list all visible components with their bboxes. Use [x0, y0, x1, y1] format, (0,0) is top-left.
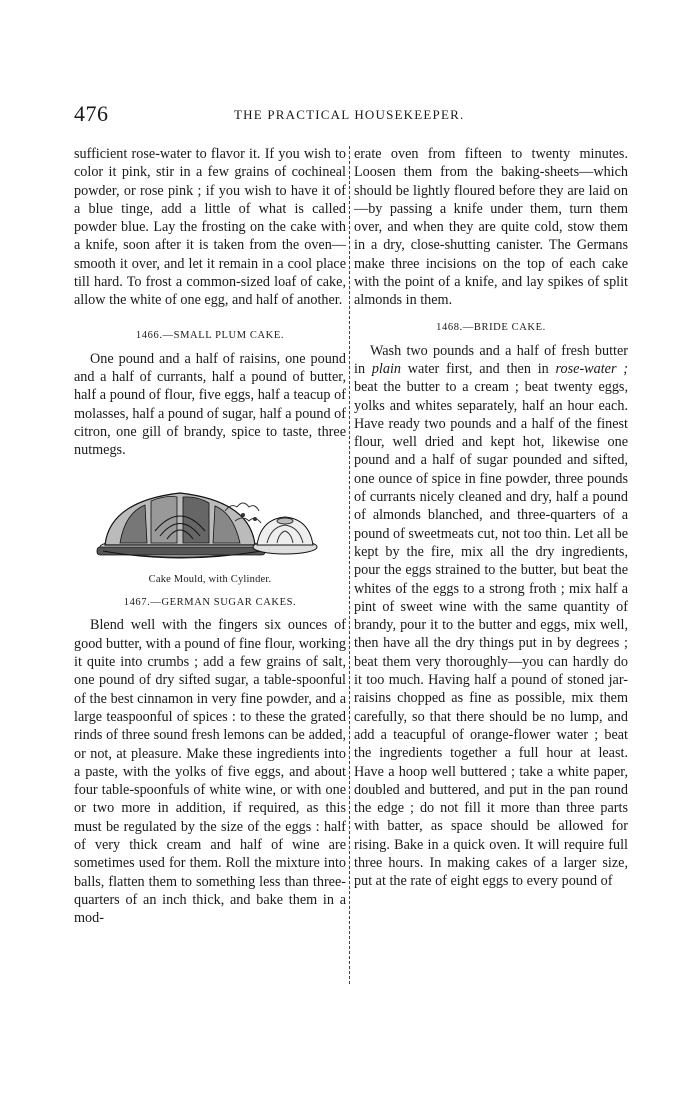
recipe-heading-1466: 1466.—SMALL PLUM CAKE. [135, 329, 285, 341]
frosting-continuation: sufficient rose-water to flavor it. If you wish to color it pink, stir in a few grains of cochineal powder, or rose pink ; if you wish to have it of a blue tinge, add a little of what is called powder blue. Lay the frosting on the cake with a knife, soon after it is taken from the oven—smooth it over, and let it remain in a cool place till hard. To frost a common-sized loaf of cake, allow the white of one egg, and half of another. [74, 146, 346, 309]
page-number: 476 [74, 101, 109, 126]
figure-caption: Cake Mould, with Cylinder. [148, 574, 272, 586]
cake-mould-engraving [85, 481, 335, 569]
recipe-text-segment: Wash two pounds and a half of fresh butter in [354, 342, 628, 377]
cake-mould-illustration [74, 481, 346, 569]
recipe-heading-1467: 1467.—GERMAN SUGAR CAKES. [123, 597, 297, 609]
recipe-body-1468 [354, 342, 628, 891]
italic-rose-water: rose-water ; [555, 360, 628, 377]
column-divider [349, 146, 350, 984]
recipe-text-segment: water first, and then in [401, 360, 556, 377]
recipe-body-1467: Blend well with the fingers six ounces of good butter, with a pound of fine flour, working it quite into crumbs ; add a few grains of salt, one pound of dry sifted sugar, a table-spoonful of the best cinnamon in very fine powder, and a large teaspoonful of spices : to these the grated rinds of three sound fresh lemons can be added, or not, at pleasure. Make these ingredients into a paste, with the yolks of five eggs, and about four table-spoonfuls of white wine, or with one or two more in addition, if required, as this must be regulated by the size of the eggs : half of very thick cream and half of wine are sometimes used for them. Roll the mixture into balls, flatten them to something less than three-quarters of an inch thick, and bake them in a mod- [74, 617, 346, 927]
left-column [74, 145, 346, 928]
running-head: THE PRACTICAL HOUSEKEEPER. [234, 107, 465, 122]
recipe-heading-1468: 1468.—BRIDE CAKE. [436, 321, 546, 333]
italic-plain: plain [371, 360, 401, 377]
page-header [74, 101, 629, 131]
right-column [354, 145, 628, 891]
german-cakes-continuation: erate oven from fifteen to twenty minutes. Loosen them from the baking-sheets—which should be lightly floured before they are laid on—by passing a knife under them, turn them over, and when they are quite cold, stow them in a dry, close-shutting canister. The Germans make three incisions on the top of each cake with the point of a knife, and lay spikes of split almonds in them. [354, 146, 628, 309]
recipe-text-segment: beat the butter to a cream ; beat twenty eggs, yolks and whites separately, half an hour each. Have ready two pounds and a half of the finest flour, well dried and kept hot, likewise one pound and a half of sugar pounded and sifted, one ounce of spice in fine powder, three pounds of currants nicely cleaned and dry, half a pound of almonds blanched, and three-quarters of a pound of sweetmeats cut, not too thin. Let all be kept by the fire, mix all the dry ingredients, pour the eggs strained to the butter, but beat the whites of the eggs to a strong froth ; mix half a pint of sweet wine with the same quantity of brandy, pour it to the butter and eggs, mix well, then have all the dry things put in by degrees ; beat them very thoroughly—you can hardly do it too much. Having half a pound of stoned jar-raisins chopped as fine as possible, mix them carefully, so that there should be no lump, and add a teacupful of orange-flower water ; beat the ingredients together a full hour at least. Have a hoop well buttered ; take a white paper, doubled and buttered, and put in the pan round the edge ; do not fill it more than three parts with batter, as space should be allowed for rising. Bake in a quick oven. It will require full three hours. In making cakes of a larger size, put at the rate of eight eggs to every pound of [354, 379, 628, 890]
recipe-body-1466: One pound and a half of raisins, one pound and a half of currants, half a pound of butter, half a pound of flour, five eggs, half a teacup of molasses, half a pound of sugar, half a pound of citron, one gill of brandy, spice to taste, three nutmegs. [74, 350, 346, 459]
